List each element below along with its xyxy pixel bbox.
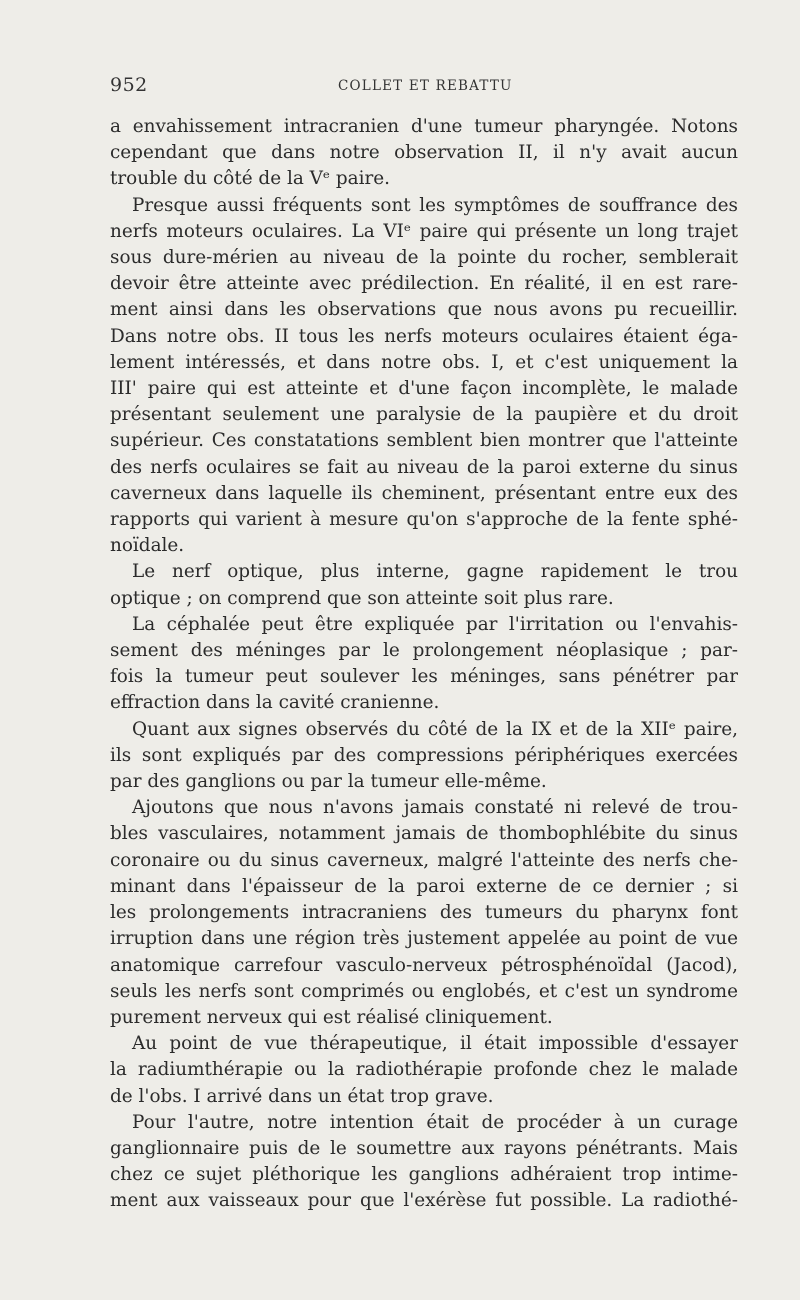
- text-line: ment ainsi dans les observations que nous avons pu recueillir.: [110, 299, 738, 321]
- text-line: Quant aux signes observés du côté de la IX et de la XIIᵉ paire,: [132, 718, 738, 740]
- text-line: lement intéressés, et dans notre obs. I, et c'est uniquement la: [110, 351, 738, 373]
- text-line: par des ganglions ou par la tumeur elle-même.: [110, 771, 547, 793]
- body-text: [110, 114, 738, 1215]
- text-line: III' paire qui est atteinte et d'une façon incomplète, le malade: [110, 378, 738, 400]
- text-line: rapports qui varient à mesure qu'on s'approche de la fente sphé-: [110, 509, 738, 531]
- paragraph: [110, 1031, 738, 1110]
- text-line: ils sont expliqués par des compressions périphériques exercées: [110, 744, 738, 766]
- text-line: cependant que dans notre observation II, il n'y avait aucun: [110, 142, 738, 164]
- text-line: devoir être atteinte avec prédilection. En réalité, il en est rare-: [110, 273, 738, 295]
- running-head: COLLET ET REBATTU: [338, 78, 513, 94]
- text-line: la radiumthérapie ou la radiothérapie profonde chez le malade: [110, 1059, 738, 1081]
- text-line: sous dure-mérien au niveau de la pointe du rocher, semblerait: [110, 247, 738, 269]
- text-line: trouble du côté de la Vᵉ paire.: [110, 168, 391, 190]
- text-line: ment aux vaisseaux pour que l'exérèse fut possible. La radiothé-: [110, 1190, 738, 1212]
- text-line: ganglionnaire puis de le soumettre aux rayons pénétrants. Mais: [110, 1137, 738, 1159]
- text-line: Dans notre obs. II tous les nerfs moteurs oculaires étaient éga-: [110, 325, 738, 347]
- text-line: fois la tumeur peut soulever les méninges, sans pénétrer par: [110, 666, 738, 688]
- text-line: présentant seulement une paralysie de la paupière et du droit: [110, 404, 738, 426]
- page-number: 952: [110, 74, 148, 96]
- paragraph: [110, 193, 738, 560]
- text-line: irruption dans une région très justement appelée au point de vue: [110, 928, 738, 950]
- text-line: Le nerf optique, plus interne, gagne rapidement le trou: [132, 561, 738, 583]
- text-line: a envahissement intracranien d'une tumeur pharyngée. Notons: [110, 116, 738, 137]
- paragraph: [110, 795, 738, 1031]
- text-line: minant dans l'épaisseur de la paroi externe de ce dernier ; si: [110, 875, 738, 897]
- text-line: noïdale.: [110, 535, 185, 557]
- text-line: purement nerveux qui est réalisé cliniquement.: [110, 1006, 553, 1028]
- paragraph: [110, 612, 738, 717]
- paragraph: [110, 559, 738, 611]
- text-line: bles vasculaires, notamment jamais de thombophlébite du sinus: [110, 823, 738, 845]
- text-line: Au point de vue thérapeutique, il était impossible d'essayer: [132, 1033, 738, 1055]
- text-line: optique ; on comprend que son atteinte soit plus rare.: [110, 587, 614, 609]
- text-line: des nerfs oculaires se fait au niveau de la paroi externe du sinus: [110, 456, 738, 478]
- text-line: nerfs moteurs oculaires. La VIᵉ paire qui présente un long trajet: [110, 220, 738, 242]
- text-line: caverneux dans laquelle ils cheminent, présentant entre eux des: [110, 482, 738, 504]
- text-line: La céphalée peut être expliquée par l'irritation ou l'envahis-: [132, 613, 738, 635]
- text-line: chez ce sujet pléthorique les ganglions adhéraient trop intime-: [110, 1164, 738, 1186]
- text-line: de l'obs. I arrivé dans un état trop grave.: [110, 1085, 494, 1107]
- text-line: seuls les nerfs sont comprimés ou englobés, et c'est un syndrome: [110, 980, 738, 1002]
- text-line: anatomique carrefour vasculo-nerveux pétrosphénoïdal (Jacod),: [110, 954, 738, 976]
- text-line: supérieur. Ces constatations semblent bien montrer que l'atteinte: [110, 430, 738, 452]
- paragraph: [110, 114, 738, 193]
- text-line: Ajoutons que nous n'avons jamais constaté ni relevé de trou-: [132, 797, 738, 819]
- text-line: Presque aussi fréquents sont les symptômes de souffrance des: [132, 194, 738, 216]
- page-header: [110, 74, 730, 98]
- text-line: effraction dans la cavité cranienne.: [110, 692, 440, 714]
- paragraph: [110, 717, 738, 796]
- text-line: sement des méninges par le prolongement néoplasique ; par-: [110, 640, 738, 662]
- text-line: les prolongements intracraniens des tumeurs du pharynx font: [110, 902, 738, 924]
- text-line: Pour l'autre, notre intention était de procéder à un curage: [132, 1111, 738, 1133]
- text-line: coronaire ou du sinus caverneux, malgré l'atteinte des nerfs che-: [110, 849, 738, 871]
- paragraph: [110, 1110, 738, 1215]
